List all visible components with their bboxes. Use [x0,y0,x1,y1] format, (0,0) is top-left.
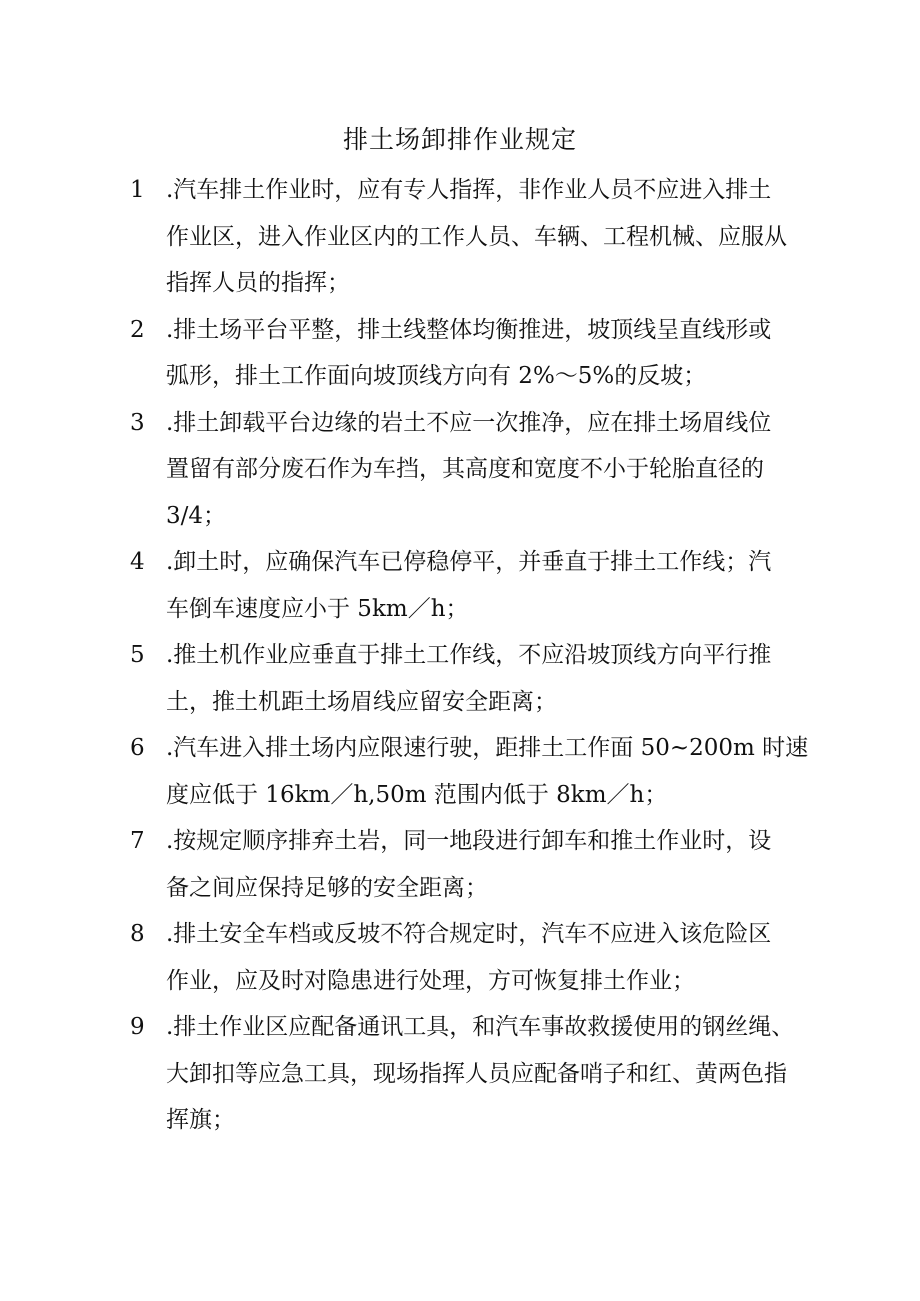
item-number: 5 [130,642,145,668]
list-item [130,632,810,725]
item-number: 2 [130,316,145,343]
list-item [130,400,810,540]
item-text: .排土作业区应配备通讯工具，和汽车事故救援使用的钢丝绳、 大卸扣等应急工具，现场指挥人员应配备哨子和红、黄两色指 挥旗； [166,1014,795,1133]
list-item [130,818,810,911]
item-number: 3 [130,409,145,436]
regulation-list [130,167,810,1144]
list-item [130,167,810,307]
list-item [130,307,810,400]
list-item [130,911,810,1004]
list-item [130,1004,810,1144]
item-number: 9 [130,1014,145,1040]
item-text: .卸土时，应确保汽车已停稳停平，并垂直于排土工作线；汽 车倒车速度应小于 5km／h； [166,549,772,622]
item-text: .排土卸载平台边缘的岩土不应一次推净，应在排土场眉线位 置留有部分废石作为车挡，其高度和宽度不小于轮胎直径的 3/4； [166,409,772,529]
item-text: .汽车排土作业时，应有专人指挥，非作业人员不应进入排土 作业区，进入作业区内的工作人员、车辆、工程机械、应服从 指挥人员的指挥； [166,177,787,296]
item-number: 7 [130,828,145,854]
item-text: .汽车进入排土场内应限速行驶，距排土工作面 50~200m 时速 度应低于 16km／h,50m 范围内低于 8km／h； [166,735,809,808]
item-number: 4 [130,549,145,575]
item-text: .排土安全车档或反坡不符合规定时，汽车不应进入该危险区 作业，应及时对隐患进行处理，方可恢复排土作业； [166,921,772,994]
item-text: .推土机作业应垂直于排土工作线，不应沿坡顶线方向平行推 土，推土机距土场眉线应留安全距离； [166,642,772,715]
item-text: .排土场平台平整，排土线整体均衡推进，坡顶线呈直线形或 弧形，排土工作面向坡顶线方向有 2%～5%的反坡； [166,316,772,389]
item-number: 1 [130,177,145,203]
list-item [130,725,810,818]
document-title: 排土场卸排作业规定 [342,125,577,154]
item-text: .按规定顺序排弃土岩，同一地段进行卸车和推土作业时，设 备之间应保持足够的安全距离； [166,828,772,901]
item-number: 6 [130,735,145,761]
item-number: 8 [130,921,145,947]
list-item [130,539,810,632]
